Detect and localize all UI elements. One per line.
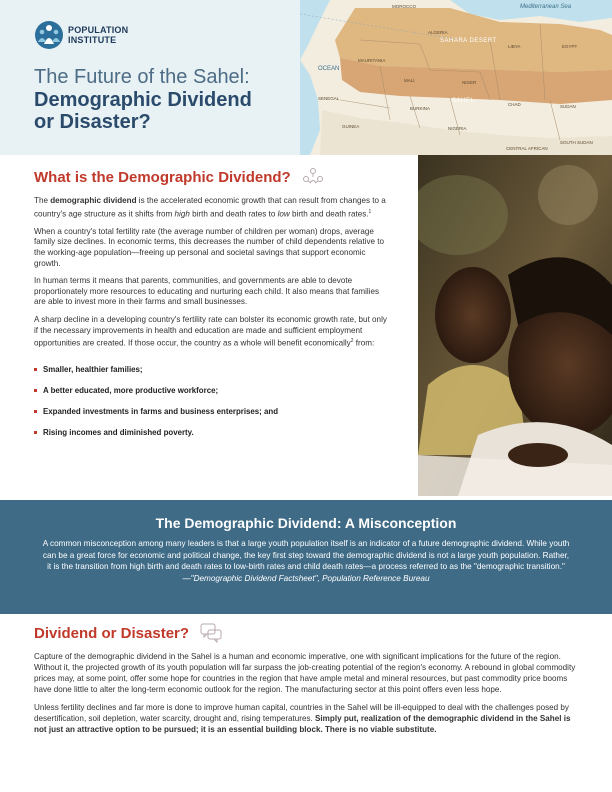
- page-title-line1: The Future of the Sahel:: [34, 66, 250, 88]
- map-label-nigeria: NIGERIA: [448, 126, 467, 131]
- map-label-guinea: GUINEA: [342, 124, 360, 129]
- square-bullet-icon: [34, 389, 37, 392]
- logo-line2: INSTITUTE: [68, 35, 117, 45]
- callout-citation: —"Demographic Dividend Factsheet", Population Reference Bureau: [182, 573, 430, 583]
- list-item: [34, 359, 388, 380]
- p1-text-e: birth and death rates to: [189, 209, 278, 219]
- section-heading-dividend-disaster: [34, 622, 578, 644]
- section-heading-what-is: [34, 166, 388, 188]
- list-item: [34, 380, 388, 401]
- p4-text-a: A sharp decline in a developing country's fertility rate can bolster its economic growth rate, but only if the necessary improvements in health and education are made and sufficient employment opportunities are created. If those occur, the country as a whole will benefit economically: [34, 315, 387, 348]
- p1-text-c: is the accelerated economic growth that can result from changes to a country's age structure as it shifts from: [34, 196, 386, 219]
- section-heading-text-2: Dividend or Disaster?: [34, 624, 190, 642]
- children-reading-photo: [418, 155, 612, 496]
- map-label-algeria: ALGERIA: [428, 30, 448, 35]
- section-heading-text: What is the Demographic Dividend?: [34, 168, 291, 186]
- population-institute-logo-icon: [34, 20, 64, 50]
- callout-body: [41, 538, 571, 584]
- paragraph-unless: [34, 702, 578, 735]
- sahel-map: [300, 0, 612, 155]
- list-item: [34, 422, 388, 443]
- population-institute-logo: [34, 20, 128, 50]
- footnote-ref-2: 2: [350, 338, 354, 345]
- map-label-ocean: OCEAN: [318, 66, 340, 72]
- p2-text-a: Unless fertility declines and far more is done to improve human capital, countries in the Sahel will be ill-equipped to deal with the challenges posed by desertification, soil depletion, water scarcity, drought and, rising temperatures.: [34, 703, 569, 723]
- page-title-bold: [34, 89, 304, 133]
- map-label-morocco: MOROCCO: [392, 4, 416, 9]
- map-label-niger: NIGER: [462, 80, 477, 85]
- list-item: [34, 401, 388, 422]
- page-title-line3: or Disaster?: [34, 111, 151, 133]
- logo-text: [68, 25, 128, 45]
- callout-text: A common misconception among many leaders is that a large youth population itself is an indicator of a future demographic dividend. While youth can be a great force for economic and political change, the key first step toward the demographic dividend is not a large youth population. Rather, it is the transition from high birth and death rates to low-birth rates and child death rates—a process referred to as the "demographic transition.": [42, 539, 570, 571]
- p1-low: low: [277, 209, 290, 219]
- paragraph-sharp-decline: [34, 315, 388, 349]
- callout-title: The Demographic Dividend: A Misconception: [155, 515, 457, 531]
- map-label-mali: MALI: [404, 78, 415, 83]
- list-item-text: Rising incomes and diminished poverty.: [43, 427, 194, 437]
- p2-conclusion: Simply put, realization of the demographic dividend in the Sahel is not just an attractive option to be pursued; it is an essential building block. There is no viable substitute.: [34, 714, 571, 734]
- p4-text-b: from:: [353, 338, 375, 348]
- map-label-sahel: SAHEL: [452, 98, 475, 104]
- map-label-egypt: EGYPT: [562, 44, 578, 49]
- paragraph-capture: Capture of the demographic dividend in the Sahel is a human and economic imperative, one with significant implications for the future of the region. Without it, the projected growth of its youth population will far surpass the job-creating potential of the region's economy. A rebound in global commodity prices may, at some point, offer some hope for countries in the region that have ample metal and mineral resources, but past commodity price booms have done little to alter the long-term economic outlook for the region. The manufacturing sector at this point offers even less hope.: [34, 652, 576, 694]
- misconception-callout: [0, 500, 612, 614]
- dividend-or-disaster-section: [34, 622, 578, 735]
- map-label-sudan: SUDAN: [560, 104, 576, 109]
- map-label-med-sea: Mediterranean Sea: [520, 4, 572, 10]
- square-bullet-icon: [34, 368, 37, 371]
- p1-high: high: [174, 209, 190, 219]
- speech-bubbles-icon: [199, 622, 223, 644]
- logo-line1: POPULATION: [68, 25, 129, 35]
- list-item-text: Smaller, healthier families;: [43, 364, 143, 374]
- demographic-dividend-section: [34, 166, 388, 443]
- list-item-text: Expanded investments in farms and business enterprises; and: [43, 406, 279, 416]
- map-label-senegal: SENEGAL: [318, 96, 340, 101]
- people-network-icon: [301, 166, 325, 188]
- paragraph-definition: [34, 196, 388, 220]
- map-label-car: CENTRAL AFRICAN: [506, 146, 548, 151]
- paragraph-human-terms: In human terms it means that parents, communities, and governments are able to devote proportionately more resources to educating and nurturing each child. It also means that families are able to invest more in their farms and small businesses.: [34, 276, 380, 307]
- square-bullet-icon: [34, 431, 37, 434]
- map-label-libya: LIBYA: [508, 44, 521, 49]
- square-bullet-icon: [34, 410, 37, 413]
- header-banner: [0, 0, 612, 155]
- p1-term: demographic dividend: [50, 196, 137, 205]
- page-title-line2: Demographic Dividend: [34, 89, 252, 111]
- map-label-south-sudan: SOUTH SUDAN: [560, 140, 593, 145]
- p1-text-g: birth and death rates.: [289, 209, 369, 219]
- map-label-chad: CHAD: [508, 102, 521, 107]
- map-label-mauritania: MAURITANIA: [358, 58, 386, 63]
- paragraph-fertility: When a country's total fertility rate (the average number of children per woman) drops, average family size declines. In economic terms, this decreases the number of child dependents relative to the working-age population—freeing up personal and societal savings that support economic growth.: [34, 226, 385, 268]
- list-item-text: A better educated, more productive workforce;: [43, 385, 219, 395]
- map-label-sahara: SAHARA DESERT: [440, 38, 497, 44]
- benefits-list: [34, 359, 388, 443]
- p1-text-a: The: [34, 196, 51, 205]
- map-label-burkina: BURKINA: [410, 106, 431, 111]
- footnote-ref-1: 1: [368, 208, 372, 215]
